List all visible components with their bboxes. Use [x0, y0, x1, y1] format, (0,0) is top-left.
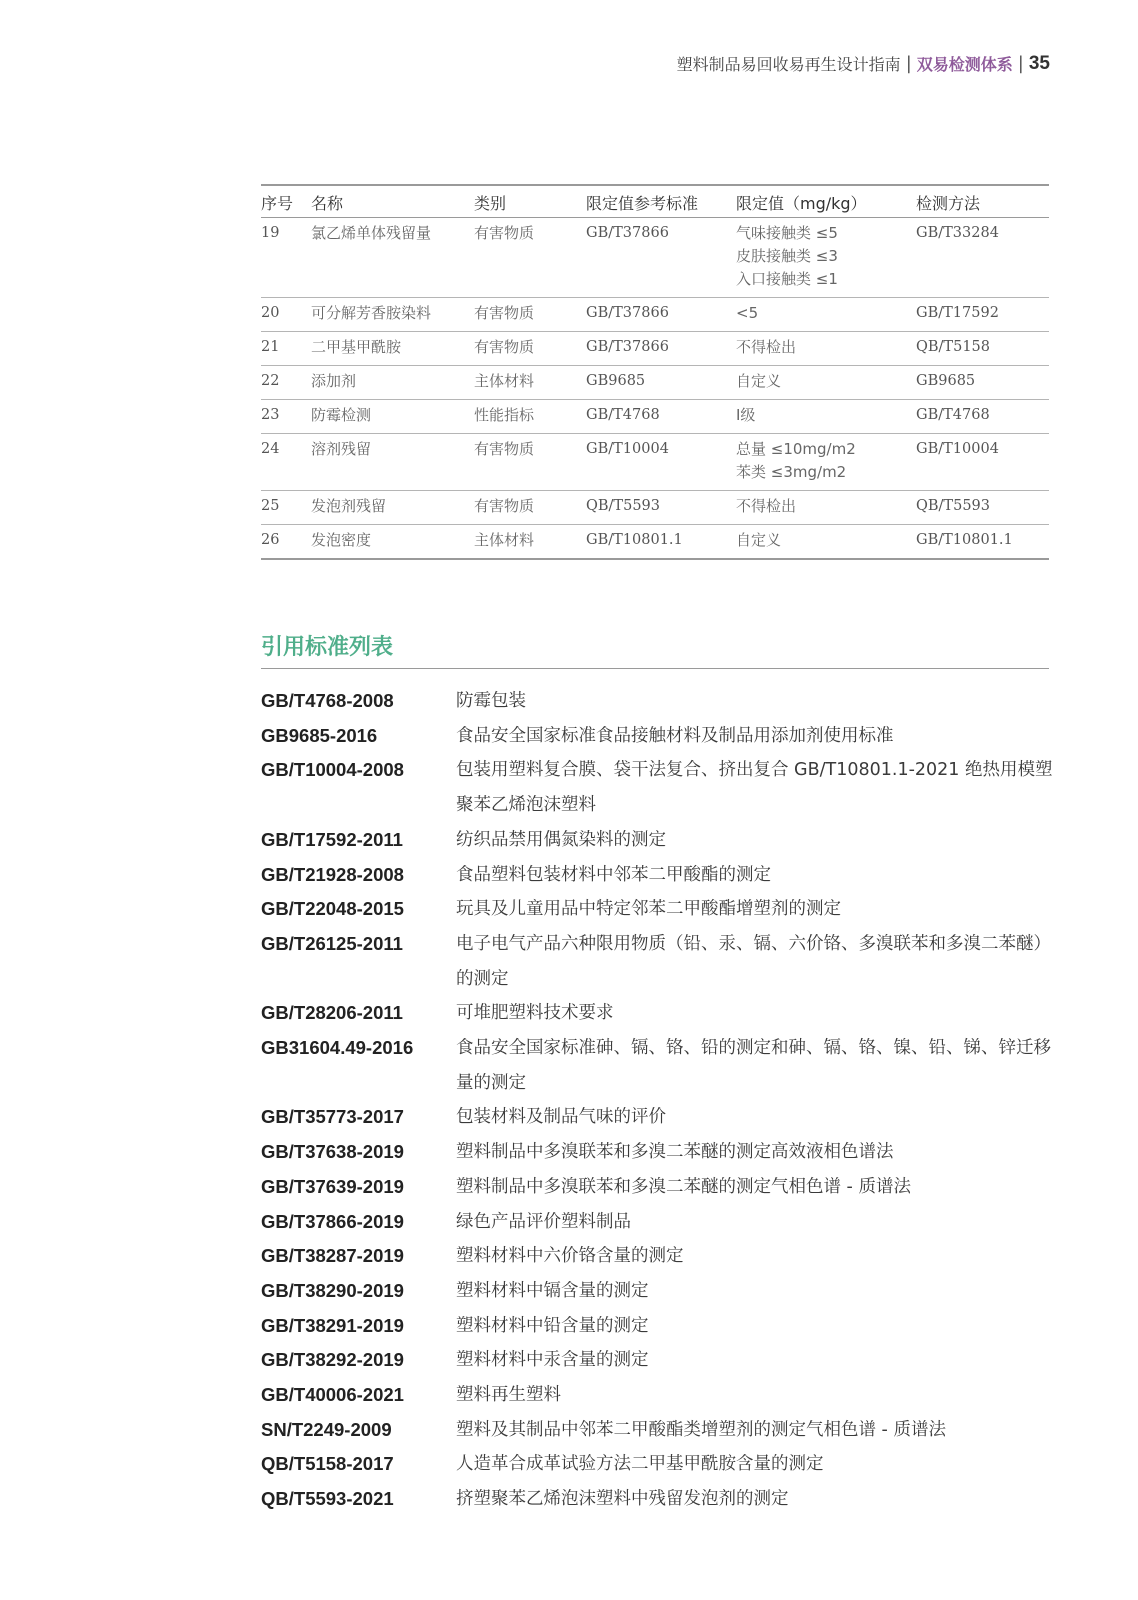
list-item [261, 1031, 1061, 1100]
cell-limit [736, 400, 916, 434]
ref-code: GB/T38291-2019 [261, 1314, 404, 1336]
ref-code: GB/T37639-2019 [261, 1175, 404, 1197]
ref-title: 塑料制品中多溴联苯和多溴二苯醚的测定高效液相色谱法 [456, 1142, 894, 1163]
cell-no: 23 [261, 400, 311, 434]
cell-ref-std: GB9685 [586, 366, 736, 400]
cell-no: 26 [261, 525, 311, 560]
standards-table-container [261, 184, 1049, 560]
cell-name: 可分解芳香胺染料 [311, 298, 474, 332]
ref-code: GB/T35773-2017 [261, 1106, 404, 1128]
list-item [261, 858, 1061, 893]
ref-code: GB9685-2016 [261, 724, 378, 746]
cell-category: 有害物质 [474, 332, 586, 366]
table-header-row [261, 185, 1049, 218]
cell-no: 19 [261, 218, 311, 298]
cell-limit [736, 366, 916, 400]
cell-name: 防霉检测 [311, 400, 474, 434]
limit-line: 气味接触类 ≤5 [736, 224, 838, 242]
ref-title: 可堆肥塑料技术要求 [456, 1003, 614, 1024]
cell-method: QB/T5158 [916, 332, 1049, 366]
references-list [261, 684, 1061, 1517]
cell-category: 有害物质 [474, 434, 586, 491]
cell-name: 氯乙烯单体残留量 [311, 218, 474, 298]
cell-name: 添加剂 [311, 366, 474, 400]
cell-limit [736, 491, 916, 525]
ref-code: GB/T38290-2019 [261, 1279, 404, 1301]
cell-name: 二甲基甲酰胺 [311, 332, 474, 366]
header-separator: | [905, 53, 912, 74]
ref-code: GB/T10004-2008 [261, 759, 404, 781]
ref-title: 人造革合成革试验方法二甲基甲酰胺含量的测定 [456, 1454, 824, 1475]
ref-code: GB/T26125-2011 [261, 932, 403, 954]
cell-limit [736, 218, 916, 298]
ref-title: 塑料材料中镉含量的测定 [456, 1280, 649, 1301]
cell-category: 有害物质 [474, 491, 586, 525]
ref-code: GB/T28206-2011 [261, 1002, 403, 1024]
book-title: 塑料制品易回收易再生设计指南 [676, 55, 901, 74]
ref-code: GB/T37638-2019 [261, 1141, 404, 1163]
ref-code: GB/T17592-2011 [261, 828, 403, 850]
column-header: 限定值（mg/kg） [736, 185, 916, 218]
cell-ref-std: GB/T37866 [586, 218, 736, 298]
column-header: 检测方法 [916, 185, 1049, 218]
ref-title: 塑料再生塑料 [456, 1385, 561, 1406]
cell-name: 发泡剂残留 [311, 491, 474, 525]
ref-code: SN/T2249-2009 [261, 1418, 392, 1440]
list-item [261, 1447, 1061, 1482]
references-divider [261, 668, 1049, 669]
cell-ref-std: GB/T37866 [586, 332, 736, 366]
ref-title: 包装材料及制品气味的评价 [456, 1107, 666, 1128]
limit-line: 不得检出 [736, 497, 797, 515]
ref-title: 绿色产品评价塑料制品 [456, 1211, 631, 1232]
table-row [261, 491, 1049, 525]
ref-title: 食品安全国家标准砷、镉、铬、铅的测定和砷、镉、铬、镍、铅、锑、锌迁移量的测定 [456, 1038, 1051, 1093]
list-item [261, 1309, 1061, 1344]
limit-line: 自定义 [736, 372, 782, 390]
cell-no: 20 [261, 298, 311, 332]
ref-code: GB31604.49-2016 [261, 1037, 414, 1059]
cell-method: GB9685 [916, 366, 1049, 400]
ref-title: 纺织品禁用偶氮染料的测定 [456, 829, 666, 850]
list-item [261, 892, 1061, 927]
ref-code: GB/T40006-2021 [261, 1384, 404, 1406]
table-row [261, 400, 1049, 434]
ref-code: GB/T38292-2019 [261, 1349, 404, 1371]
ref-title: 食品塑料包装材料中邻苯二甲酸酯的测定 [456, 864, 771, 885]
list-item [261, 1239, 1061, 1274]
cell-limit [736, 434, 916, 491]
cell-method: QB/T5593 [916, 491, 1049, 525]
section-name: 双易检测体系 [916, 55, 1013, 74]
cell-method: GB/T4768 [916, 400, 1049, 434]
list-item [261, 1413, 1061, 1448]
limit-line: 总量 ≤10mg/m2 [736, 440, 856, 458]
standards-table [261, 184, 1049, 560]
list-item [261, 1135, 1061, 1170]
ref-title: 塑料及其制品中邻苯二甲酸酯类增塑剂的测定气相色谱 - 质谱法 [456, 1419, 946, 1440]
list-item [261, 1274, 1061, 1309]
list-item [261, 1100, 1061, 1135]
ref-title: 塑料材料中铅含量的测定 [456, 1315, 649, 1336]
cell-no: 24 [261, 434, 311, 491]
ref-code: GB/T21928-2008 [261, 863, 404, 885]
page-number: 35 [1028, 52, 1050, 74]
table-row [261, 332, 1049, 366]
cell-ref-std: GB/T37866 [586, 298, 736, 332]
cell-method: GB/T10801.1 [916, 525, 1049, 560]
list-item [261, 1170, 1061, 1205]
cell-category: 主体材料 [474, 366, 586, 400]
list-item [261, 1343, 1061, 1378]
cell-category: 有害物质 [474, 298, 586, 332]
ref-title: 防霉包装 [456, 691, 526, 711]
cell-category: 有害物质 [474, 218, 586, 298]
table-row [261, 218, 1049, 298]
cell-ref-std: GB/T10004 [586, 434, 736, 491]
list-item [261, 719, 1061, 754]
cell-limit [736, 525, 916, 560]
references-heading: 引用标准列表 [261, 635, 394, 660]
cell-method: GB/T33284 [916, 218, 1049, 298]
table-row [261, 298, 1049, 332]
table-row [261, 366, 1049, 400]
column-header: 序号 [261, 185, 311, 218]
list-item [261, 684, 1061, 719]
table-row [261, 434, 1049, 491]
ref-code: GB/T37866-2019 [261, 1210, 404, 1232]
ref-title: 塑料制品中多溴联苯和多溴二苯醚的测定气相色谱 - 质谱法 [456, 1176, 911, 1197]
table-row [261, 525, 1049, 560]
list-item [261, 927, 1061, 996]
list-item [261, 996, 1061, 1031]
column-header: 类别 [474, 185, 586, 218]
cell-category: 性能指标 [474, 400, 586, 434]
cell-no: 21 [261, 332, 311, 366]
cell-ref-std: GB/T4768 [586, 400, 736, 434]
list-item [261, 1482, 1061, 1517]
limit-line: 不得检出 [736, 338, 797, 356]
running-header [677, 52, 1050, 75]
cell-method: GB/T17592 [916, 298, 1049, 332]
cell-limit [736, 298, 916, 332]
limit-line: 苯类 ≤3mg/m2 [736, 463, 847, 481]
list-item [261, 753, 1061, 822]
list-item [261, 1378, 1061, 1413]
ref-title: 电子电气产品六种限用物质（铅、汞、镉、六价铬、多溴联苯和多溴二苯醚）的测定 [456, 933, 1051, 989]
limit-line: 自定义 [736, 531, 782, 549]
limit-line: 皮肤接触类 ≤3 [736, 247, 838, 265]
cell-name: 发泡密度 [311, 525, 474, 560]
ref-title: 塑料材料中汞含量的测定 [456, 1350, 649, 1371]
ref-code: GB/T38287-2019 [261, 1245, 404, 1267]
ref-title: 食品安全国家标准食品接触材料及制品用添加剂使用标准 [456, 725, 894, 746]
cell-limit [736, 332, 916, 366]
column-header: 限定值参考标准 [586, 185, 736, 218]
header-separator-2: | [1017, 53, 1024, 74]
cell-category: 主体材料 [474, 525, 586, 560]
cell-name: 溶剂残留 [311, 434, 474, 491]
ref-title: 塑料材料中六价铬含量的测定 [456, 1246, 684, 1267]
limit-line: 入口接触类 ≤1 [736, 270, 838, 288]
list-item [261, 1205, 1061, 1240]
ref-title: 包装用塑料复合膜、袋干法复合、挤出复合 GB/T10801.1-2021 绝热用模塑聚苯乙烯泡沫塑料 [456, 760, 1053, 816]
column-header: 名称 [311, 185, 474, 218]
cell-no: 22 [261, 366, 311, 400]
cell-no: 25 [261, 491, 311, 525]
limit-line: <5 [736, 304, 759, 322]
list-item [261, 823, 1061, 858]
cell-ref-std: QB/T5593 [586, 491, 736, 525]
ref-code: QB/T5158-2017 [261, 1453, 394, 1475]
ref-code: GB/T4768-2008 [261, 690, 394, 711]
limit-line: I级 [736, 406, 756, 424]
ref-code: GB/T22048-2015 [261, 898, 404, 920]
ref-code: QB/T5593-2021 [261, 1488, 394, 1510]
ref-title: 挤塑聚苯乙烯泡沫塑料中残留发泡剂的测定 [456, 1489, 789, 1510]
cell-method: GB/T10004 [916, 434, 1049, 491]
cell-ref-std: GB/T10801.1 [586, 525, 736, 560]
ref-title: 玩具及儿童用品中特定邻苯二甲酸酯增塑剂的测定 [456, 899, 841, 920]
